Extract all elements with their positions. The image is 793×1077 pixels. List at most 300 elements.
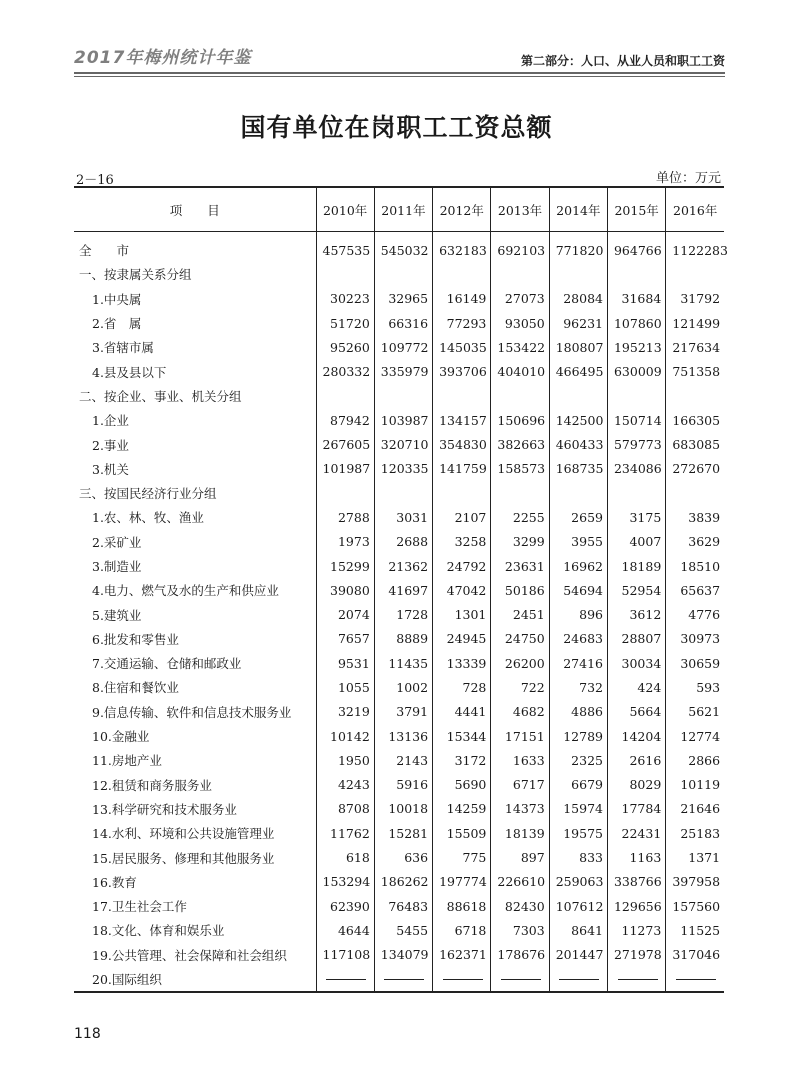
table-row — [74, 335, 724, 359]
cell-value: 335979 — [374, 359, 432, 383]
table-row — [74, 481, 724, 505]
cell-value: 4644 — [316, 918, 374, 942]
column-header-year: 2016年 — [666, 187, 724, 232]
cell-value: 3219 — [316, 700, 374, 724]
yearbook-title: 2017年梅州统计年鉴 — [74, 48, 252, 68]
table-row — [74, 943, 724, 967]
cell-value: 4682 — [491, 700, 549, 724]
table-row — [74, 602, 724, 626]
cell-value: 41697 — [374, 578, 432, 602]
cell-value: 3839 — [666, 505, 724, 529]
row-label: 10.金融业 — [92, 729, 150, 745]
cell-value: 30973 — [666, 627, 724, 651]
cell-value: 630009 — [607, 359, 665, 383]
column-header-year: 2012年 — [433, 187, 491, 232]
cell-value: 280332 — [316, 359, 374, 383]
cell-value: 692103 — [491, 232, 549, 263]
cell-value — [433, 967, 491, 992]
cell-value: 180807 — [549, 335, 607, 359]
cell-value: 96231 — [549, 311, 607, 335]
row-label: 3.机关 — [92, 461, 129, 477]
cell-value: 732 — [549, 675, 607, 699]
cell-value: 13136 — [374, 724, 432, 748]
cell-value: 2325 — [549, 748, 607, 772]
cell-value: 5664 — [607, 700, 665, 724]
table-row — [74, 651, 724, 675]
cell-value: 4886 — [549, 700, 607, 724]
table-row — [74, 505, 724, 529]
cell-value: 145035 — [433, 335, 491, 359]
cell-value: 2788 — [316, 505, 374, 529]
cell-value: 76483 — [374, 894, 432, 918]
cell-value — [666, 384, 724, 408]
cell-value: 271978 — [607, 943, 665, 967]
cell-value: 751358 — [666, 359, 724, 383]
row-label: 9.信息传输、软件和信息技术服务业 — [92, 704, 292, 720]
cell-value: 141759 — [433, 457, 491, 481]
cell-value: 618 — [316, 845, 374, 869]
cell-value: 8889 — [374, 627, 432, 651]
cell-value: 2074 — [316, 602, 374, 626]
cell-value: 1002 — [374, 675, 432, 699]
cell-value: 11273 — [607, 918, 665, 942]
dash-mark — [618, 979, 658, 981]
cell-value: 10018 — [374, 797, 432, 821]
cell-value: 272670 — [666, 457, 724, 481]
table-body — [74, 232, 728, 993]
cell-value: 109772 — [374, 335, 432, 359]
cell-value: 3955 — [549, 530, 607, 554]
cell-value: 10142 — [316, 724, 374, 748]
cell-value — [433, 481, 491, 505]
wage-table — [74, 186, 728, 993]
table-row — [74, 554, 724, 578]
table-row — [74, 232, 724, 263]
cell-value: 466495 — [549, 359, 607, 383]
table-row — [74, 311, 724, 335]
cell-value — [316, 481, 374, 505]
dash-mark — [676, 979, 716, 981]
cell-value: 162371 — [433, 943, 491, 967]
cell-value: 134079 — [374, 943, 432, 967]
cell-value: 17784 — [607, 797, 665, 821]
cell-value: 234086 — [607, 457, 665, 481]
cell-value: 226610 — [491, 870, 549, 894]
table-row — [74, 627, 724, 651]
row-label: 14.水利、环境和公共设施管理业 — [92, 826, 275, 842]
cell-value: 771820 — [549, 232, 607, 263]
page-number: 118 — [74, 1026, 101, 1042]
cell-value: 22431 — [607, 821, 665, 845]
cell-value: 404010 — [491, 359, 549, 383]
cell-value: 4243 — [316, 773, 374, 797]
cell-value: 15509 — [433, 821, 491, 845]
cell-value — [549, 262, 607, 286]
cell-value: 636 — [374, 845, 432, 869]
cell-value: 1950 — [316, 748, 374, 772]
dash-mark — [326, 979, 366, 981]
cell-value: 11435 — [374, 651, 432, 675]
cell-value: 153422 — [491, 335, 549, 359]
row-label: 4.县及县以下 — [92, 364, 167, 380]
cell-value — [607, 481, 665, 505]
table-row — [74, 918, 724, 942]
row-label: 20.国际组织 — [74, 967, 316, 992]
cell-value — [316, 967, 374, 992]
cell-value: 197774 — [433, 870, 491, 894]
cell-value: 1122283 — [666, 232, 724, 263]
cell-value: 107860 — [607, 311, 665, 335]
cell-value: 134157 — [433, 408, 491, 432]
table-row — [74, 262, 724, 286]
cell-value: 15281 — [374, 821, 432, 845]
cell-value: 18510 — [666, 554, 724, 578]
table-row — [74, 457, 724, 481]
cell-value: 158573 — [491, 457, 549, 481]
cell-value: 150696 — [491, 408, 549, 432]
cell-value: 2688 — [374, 530, 432, 554]
cell-value: 103987 — [374, 408, 432, 432]
cell-value: 3299 — [491, 530, 549, 554]
cell-value: 5916 — [374, 773, 432, 797]
row-label: 4.电力、燃气及水的生产和供应业 — [92, 583, 279, 599]
row-label: 5.建筑业 — [92, 607, 142, 623]
cell-value: 3791 — [374, 700, 432, 724]
cell-value: 95260 — [316, 335, 374, 359]
column-header-year: 2010年 — [316, 187, 374, 232]
cell-value: 2255 — [491, 505, 549, 529]
cell-value: 6718 — [433, 918, 491, 942]
cell-value: 6717 — [491, 773, 549, 797]
table-row — [74, 748, 724, 772]
cell-value: 7303 — [491, 918, 549, 942]
table-row — [74, 700, 724, 724]
cell-value: 28807 — [607, 627, 665, 651]
cell-value: 15299 — [316, 554, 374, 578]
cell-value — [491, 384, 549, 408]
cell-value — [549, 967, 607, 992]
cell-value: 897 — [491, 845, 549, 869]
row-label: 17.卫生社会工作 — [92, 899, 187, 915]
table-row — [74, 967, 724, 992]
row-label: 13.科学研究和技术服务业 — [92, 801, 237, 817]
table-row — [74, 821, 724, 845]
cell-value: 24792 — [433, 554, 491, 578]
cell-value: 62390 — [316, 894, 374, 918]
header-rule — [74, 72, 725, 77]
cell-value — [374, 481, 432, 505]
row-label: 三、按国民经济行业分组 — [79, 486, 217, 502]
cell-value: 31792 — [666, 287, 724, 311]
cell-value: 11762 — [316, 821, 374, 845]
cell-value: 11525 — [666, 918, 724, 942]
cell-value: 30223 — [316, 287, 374, 311]
cell-value: 17151 — [491, 724, 549, 748]
row-label: 11.房地产业 — [92, 753, 162, 769]
cell-value — [374, 384, 432, 408]
cell-value: 460433 — [549, 432, 607, 456]
cell-value: 50186 — [491, 578, 549, 602]
cell-value — [374, 262, 432, 286]
cell-value: 6679 — [549, 773, 607, 797]
cell-value: 16149 — [433, 287, 491, 311]
cell-value: 12774 — [666, 724, 724, 748]
cell-value: 178676 — [491, 943, 549, 967]
cell-value: 9531 — [316, 651, 374, 675]
cell-value: 166305 — [666, 408, 724, 432]
cell-value: 397958 — [666, 870, 724, 894]
cell-value: 117108 — [316, 943, 374, 967]
cell-value: 150714 — [607, 408, 665, 432]
cell-value: 14204 — [607, 724, 665, 748]
cell-value: 2451 — [491, 602, 549, 626]
cell-value: 728 — [433, 675, 491, 699]
section-title: 第二部分：人口、从业人员和职工工资 — [520, 54, 725, 68]
cell-value: 195213 — [607, 335, 665, 359]
cell-value — [491, 967, 549, 992]
cell-value: 25183 — [666, 821, 724, 845]
column-header-year: 2011年 — [374, 187, 432, 232]
cell-value: 3175 — [607, 505, 665, 529]
cell-value: 354830 — [433, 432, 491, 456]
cell-value: 88618 — [433, 894, 491, 918]
cell-value: 5455 — [374, 918, 432, 942]
table-row — [74, 384, 724, 408]
cell-value: 4007 — [607, 530, 665, 554]
cell-value: 217634 — [666, 335, 724, 359]
cell-value: 201447 — [549, 943, 607, 967]
cell-value — [316, 384, 374, 408]
row-label: 1.企业 — [92, 413, 129, 429]
cell-value: 32965 — [374, 287, 432, 311]
cell-value: 1633 — [491, 748, 549, 772]
cell-value: 579773 — [607, 432, 665, 456]
cell-value: 14373 — [491, 797, 549, 821]
row-label: 一、按隶属关系分组 — [79, 267, 192, 283]
cell-value: 3629 — [666, 530, 724, 554]
cell-value: 2143 — [374, 748, 432, 772]
cell-value: 120335 — [374, 457, 432, 481]
cell-value: 168735 — [549, 457, 607, 481]
table-row — [74, 675, 724, 699]
cell-value: 21646 — [666, 797, 724, 821]
row-label: 1.农、林、牧、渔业 — [92, 510, 204, 526]
cell-value: 77293 — [433, 311, 491, 335]
cell-value: 593 — [666, 675, 724, 699]
cell-value — [316, 262, 374, 286]
cell-value: 24945 — [433, 627, 491, 651]
cell-value: 382663 — [491, 432, 549, 456]
cell-value: 27416 — [549, 651, 607, 675]
table-row — [74, 530, 724, 554]
cell-value: 10119 — [666, 773, 724, 797]
cell-value: 23631 — [491, 554, 549, 578]
cell-value: 51720 — [316, 311, 374, 335]
cell-value: 54694 — [549, 578, 607, 602]
cell-value: 24750 — [491, 627, 549, 651]
cell-value: 5690 — [433, 773, 491, 797]
cell-value: 3612 — [607, 602, 665, 626]
cell-value: 93050 — [491, 311, 549, 335]
row-label: 2.事业 — [92, 437, 129, 453]
row-label: 2.采矿业 — [92, 534, 142, 550]
cell-value: 1055 — [316, 675, 374, 699]
cell-value: 31684 — [607, 287, 665, 311]
table-row — [74, 845, 724, 869]
cell-value: 457535 — [316, 232, 374, 263]
unit-label: 单位：万元 — [655, 171, 721, 186]
cell-value: 28084 — [549, 287, 607, 311]
cell-value: 2616 — [607, 748, 665, 772]
table-header-row — [74, 187, 724, 232]
row-label: 8.住宿和餐饮业 — [92, 680, 179, 696]
table-row — [74, 287, 724, 311]
cell-value: 13339 — [433, 651, 491, 675]
cell-value: 19575 — [549, 821, 607, 845]
cell-value — [374, 967, 432, 992]
cell-value: 683085 — [666, 432, 724, 456]
cell-value — [666, 967, 724, 992]
cell-value: 8708 — [316, 797, 374, 821]
cell-value: 1371 — [666, 845, 724, 869]
row-label: 3.省辖市属 — [92, 340, 154, 356]
cell-value: 4776 — [666, 602, 724, 626]
column-header-item: 项 目 — [74, 187, 316, 232]
cell-value: 8029 — [607, 773, 665, 797]
row-label: 15.居民服务、修理和其他服务业 — [92, 850, 275, 866]
dash-mark — [559, 979, 599, 981]
column-header-year: 2014年 — [549, 187, 607, 232]
row-label: 全 市 — [79, 243, 130, 259]
cell-value: 66316 — [374, 311, 432, 335]
row-label: 1.中央属 — [92, 291, 142, 307]
cell-value: 82430 — [491, 894, 549, 918]
table-row — [74, 578, 724, 602]
cell-value: 186262 — [374, 870, 432, 894]
cell-value: 267605 — [316, 432, 374, 456]
cell-value: 1973 — [316, 530, 374, 554]
cell-value — [491, 262, 549, 286]
cell-value — [433, 384, 491, 408]
cell-value: 16962 — [549, 554, 607, 578]
cell-value: 3172 — [433, 748, 491, 772]
cell-value: 121499 — [666, 311, 724, 335]
cell-value: 8641 — [549, 918, 607, 942]
table-row — [74, 773, 724, 797]
cell-value: 1301 — [433, 602, 491, 626]
cell-value: 12789 — [549, 724, 607, 748]
cell-value: 964766 — [607, 232, 665, 263]
table-row — [74, 432, 724, 456]
table-row — [74, 870, 724, 894]
cell-value: 27073 — [491, 287, 549, 311]
table-row — [74, 359, 724, 383]
page-title: 国有单位在岗职工工资总额 — [240, 113, 553, 142]
cell-value: 632183 — [433, 232, 491, 263]
cell-value — [607, 262, 665, 286]
row-label: 18.文化、体育和娱乐业 — [92, 923, 225, 939]
cell-value: 157560 — [666, 894, 724, 918]
cell-value: 722 — [491, 675, 549, 699]
dash-mark — [443, 979, 483, 981]
cell-value: 26200 — [491, 651, 549, 675]
cell-value: 3031 — [374, 505, 432, 529]
row-label: 6.批发和零售业 — [92, 631, 179, 647]
cell-value: 47042 — [433, 578, 491, 602]
row-label: 19.公共管理、社会保障和社会组织 — [92, 947, 287, 963]
cell-value: 15344 — [433, 724, 491, 748]
cell-value — [607, 967, 665, 992]
cell-value: 87942 — [316, 408, 374, 432]
dash-mark — [501, 979, 541, 981]
cell-value: 317046 — [666, 943, 724, 967]
cell-value: 101987 — [316, 457, 374, 481]
cell-value: 18139 — [491, 821, 549, 845]
row-label: 7.交通运输、仓储和邮政业 — [92, 656, 242, 672]
cell-value — [491, 481, 549, 505]
cell-value: 424 — [607, 675, 665, 699]
cell-value: 24683 — [549, 627, 607, 651]
cell-value: 30034 — [607, 651, 665, 675]
row-label: 2.省 属 — [92, 316, 142, 332]
column-header-year: 2015年 — [607, 187, 665, 232]
cell-value: 1728 — [374, 602, 432, 626]
cell-value: 320710 — [374, 432, 432, 456]
cell-value: 52954 — [607, 578, 665, 602]
cell-value: 4441 — [433, 700, 491, 724]
cell-value: 129656 — [607, 894, 665, 918]
table-row — [74, 724, 724, 748]
table-code: 2－16 — [76, 173, 114, 188]
row-label: 二、按企业、事业、机关分组 — [79, 388, 242, 404]
cell-value — [549, 481, 607, 505]
cell-value: 896 — [549, 602, 607, 626]
table-row — [74, 894, 724, 918]
cell-value: 1163 — [607, 845, 665, 869]
row-label: 12.租赁和商务服务业 — [92, 777, 212, 793]
cell-value: 393706 — [433, 359, 491, 383]
cell-value: 39080 — [316, 578, 374, 602]
table-row — [74, 797, 724, 821]
cell-value — [666, 262, 724, 286]
cell-value: 338766 — [607, 870, 665, 894]
cell-value: 2107 — [433, 505, 491, 529]
cell-value: 142500 — [549, 408, 607, 432]
cell-value: 18189 — [607, 554, 665, 578]
row-label: 3.制造业 — [92, 559, 142, 574]
cell-value — [666, 481, 724, 505]
cell-value — [549, 384, 607, 408]
cell-value: 775 — [433, 845, 491, 869]
cell-value — [607, 384, 665, 408]
cell-value: 259063 — [549, 870, 607, 894]
cell-value: 14259 — [433, 797, 491, 821]
dash-mark — [384, 979, 424, 981]
table-row — [74, 408, 724, 432]
cell-value: 15974 — [549, 797, 607, 821]
cell-value: 153294 — [316, 870, 374, 894]
cell-value: 833 — [549, 845, 607, 869]
cell-value: 3258 — [433, 530, 491, 554]
cell-value — [433, 262, 491, 286]
cell-value: 65637 — [666, 578, 724, 602]
cell-value: 21362 — [374, 554, 432, 578]
cell-value: 5621 — [666, 700, 724, 724]
cell-value: 30659 — [666, 651, 724, 675]
cell-value: 2659 — [549, 505, 607, 529]
column-header-year: 2013年 — [491, 187, 549, 232]
cell-value: 7657 — [316, 627, 374, 651]
